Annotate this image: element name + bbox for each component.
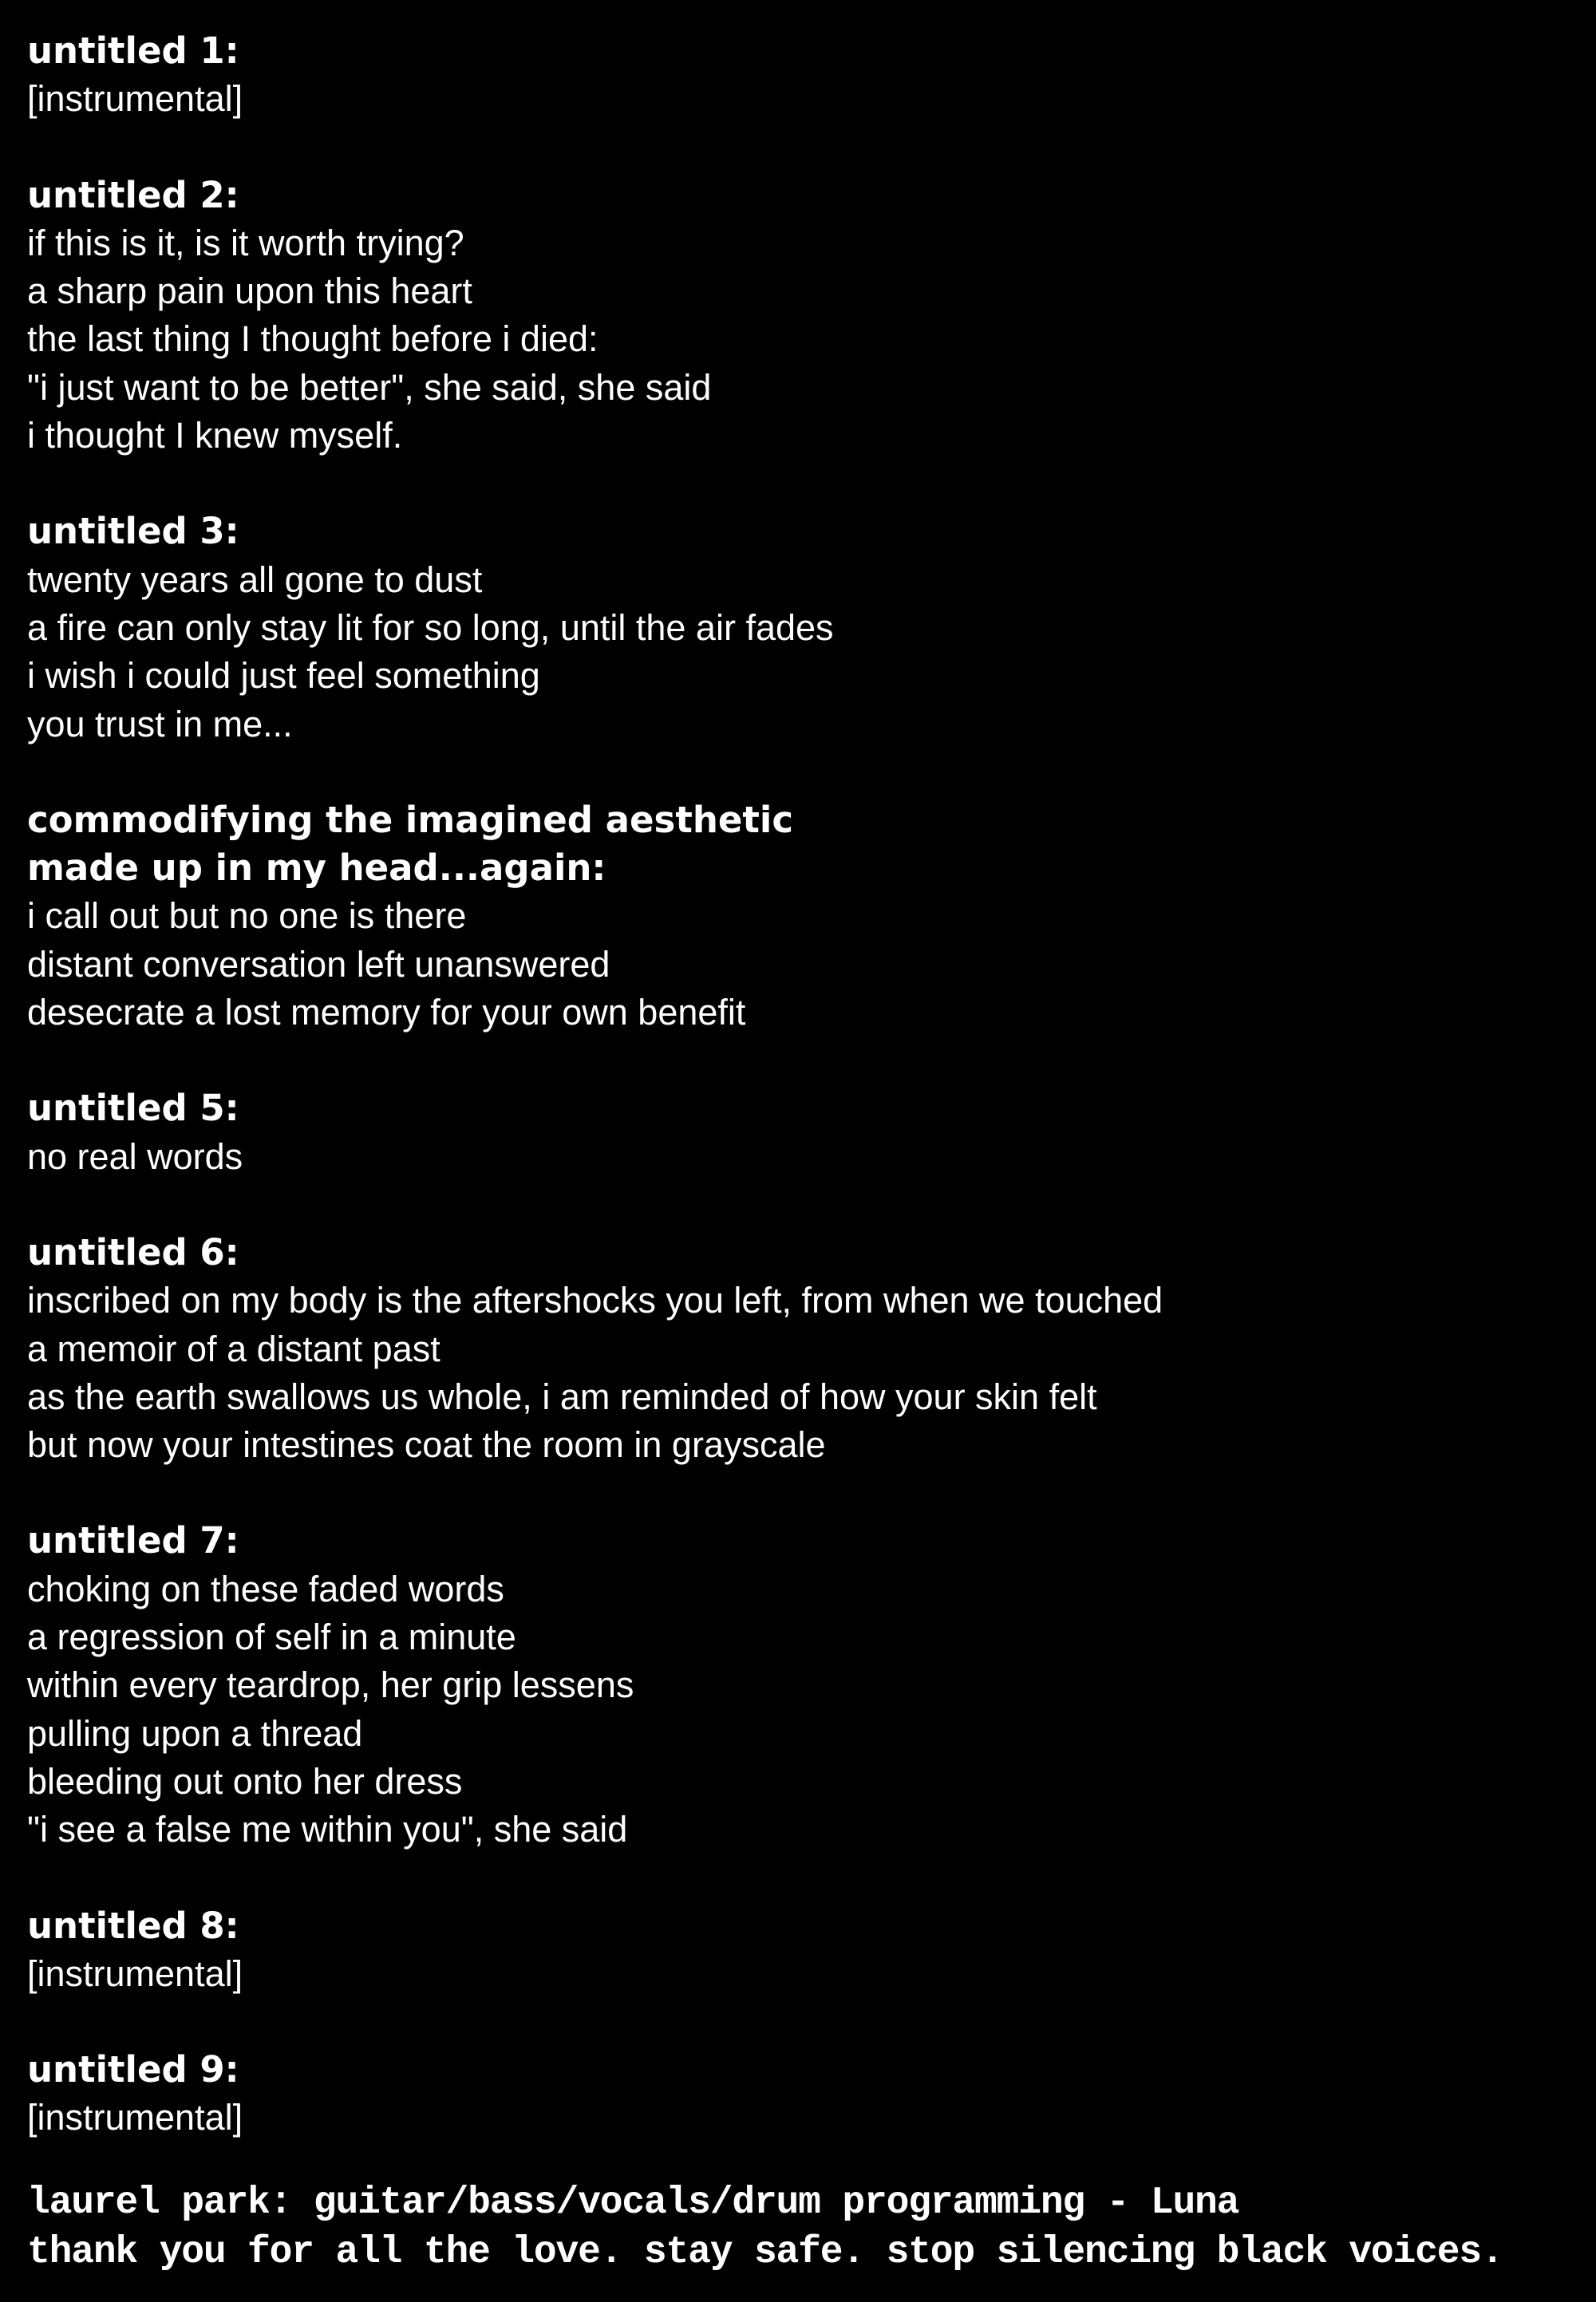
lyric-line: a sharp pain upon this heart <box>27 270 472 312</box>
track-title: untitled 9: <box>27 2048 239 2091</box>
track-untitled-8 <box>27 1902 1583 1999</box>
credits <box>27 2178 1591 2277</box>
lyric-line: as the earth swallows us whole, i am reminded of how your skin felt <box>27 1376 1097 1417</box>
track-title: untitled 2: <box>27 173 239 216</box>
thank-you-message: thank you for all the love. stay safe. stop silencing black voices. <box>27 2231 1503 2274</box>
track-title: untitled 7: <box>27 1519 239 1562</box>
track-untitled-1 <box>27 27 1583 124</box>
lyric-line: desecrate a lost memory for your own benefit <box>27 992 746 1033</box>
lyric-line: within every teardrop, her grip lessens <box>27 1664 634 1706</box>
lyric-line: bleeding out onto her dress <box>27 1760 463 1802</box>
lyric-line: pulling upon a thread <box>27 1712 363 1754</box>
lyric-line: "i just want to be better", she said, she said <box>27 366 712 408</box>
track-untitled-6 <box>27 1229 1583 1469</box>
track-untitled-3 <box>27 507 1583 748</box>
track-title: untitled 5: <box>27 1087 239 1130</box>
lyric-line: but now your intestines coat the room in grayscale <box>27 1424 826 1466</box>
lyric-line: distant conversation left unanswered <box>27 943 610 985</box>
lyric-line: i call out but no one is there <box>27 895 467 937</box>
track-title: commodifying the imagined aesthetic made up in my head...again: <box>27 798 794 890</box>
lyric-line: a fire can only stay lit for so long, until the air fades <box>27 606 834 648</box>
performer-credit: laurel park: guitar/bass/vocals/drum programming - Luna <box>27 2182 1239 2225</box>
lyric-line: you trust in me... <box>27 703 293 744</box>
lyric-line: the last thing I thought before i died: <box>27 318 598 360</box>
track-untitled-2 <box>27 172 1583 460</box>
track-commodifying <box>27 796 1583 1036</box>
lyric-line: "i see a false me within you", she said <box>27 1809 628 1850</box>
lyric-line: twenty years all gone to dust <box>27 559 483 600</box>
lyric-line: no real words <box>27 1135 243 1177</box>
lyric-line: a regression of self in a minute <box>27 1617 516 1658</box>
lyric-line: [instrumental] <box>27 1953 243 1994</box>
track-title: untitled 1: <box>27 30 239 72</box>
lyric-line: a memoir of a distant past <box>27 1328 440 1369</box>
lyric-line: inscribed on my body is the aftershocks you left, from when we touched <box>27 1280 1163 1321</box>
track-untitled-7 <box>27 1517 1583 1854</box>
track-title: untitled 6: <box>27 1230 239 1273</box>
lyric-line: i thought I knew myself. <box>27 415 403 456</box>
track-title: untitled 3: <box>27 510 239 553</box>
lyric-line: [instrumental] <box>27 2097 243 2138</box>
track-untitled-9 <box>27 2046 1583 2142</box>
track-title: untitled 8: <box>27 1904 239 1947</box>
lyric-line: [instrumental] <box>27 78 243 120</box>
lyric-line: i wish i could just feel something <box>27 655 540 697</box>
track-untitled-5 <box>27 1084 1583 1181</box>
lyrics-sheet <box>27 27 1583 2190</box>
lyric-line: if this is it, is it worth trying? <box>27 222 464 263</box>
lyric-line: choking on these faded words <box>27 1568 504 1609</box>
